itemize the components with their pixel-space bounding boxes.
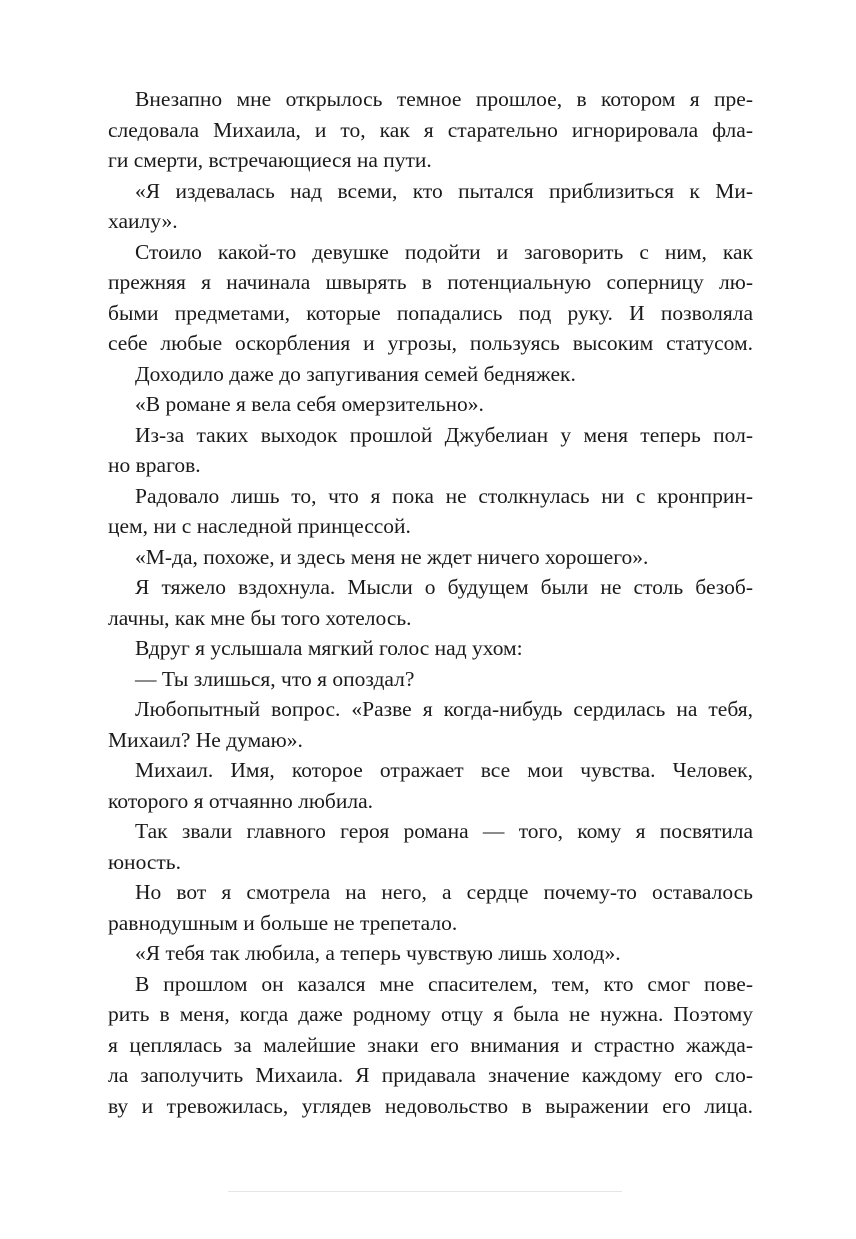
text-line: ла заполучить Михаила. Я придавала значение каждому его сло-	[108, 1063, 753, 1087]
text-line: но врагов.	[108, 453, 201, 477]
text-line: Радовало лишь то, что я пока не столкнулась ни с кронприн-	[135, 483, 753, 508]
text-line: В прошлом он казался мне спасителем, тем, кто смог пове-	[135, 971, 753, 996]
text-line: «М-да, похоже, и здесь меня не ждет ничего хорошего».	[135, 544, 649, 569]
text-line: «Я издевалась над всеми, кто пытался приблизиться к Ми-	[135, 178, 753, 203]
text-line: Внезапно мне открылось темное прошлое, в котором я пре-	[135, 87, 753, 111]
book-page-text	[108, 84, 753, 1121]
text-line: Доходило даже до запугивания семей бедняжек.	[135, 361, 576, 386]
text-line: лачны, как мне бы того хотелось.	[108, 605, 412, 630]
text-line: юность.	[108, 849, 181, 874]
text-line: Я тяжело вздохнула. Мысли о будущем были не столь безоб-	[135, 575, 753, 599]
text-line: хаилу».	[108, 209, 178, 233]
text-line: я цеплялась за малейшие знаки его внимания и страстно жажда-	[108, 1032, 753, 1057]
text-line: равнодушным и больше не трепетало.	[108, 910, 458, 935]
text-line: Михаил? Не думаю».	[108, 727, 303, 752]
text-line: Из-за таких выходок прошлой Джубелиан у меня теперь пол-	[135, 422, 753, 447]
text-line: быми предметами, которые попадались под руку. И позволяла	[108, 300, 753, 325]
text-line: прежняя я начинала швырять в потенциальную соперницу лю-	[108, 270, 753, 294]
text-line: которого я отчаянно любила.	[108, 788, 373, 813]
text-line: Михаил. Имя, которое отражает все мои чувства. Человек,	[135, 758, 753, 782]
text-line: цем, ни с наследной принцессой.	[108, 514, 411, 538]
text-line: Так звали главного героя романа — того, кому я посвятила	[135, 819, 753, 843]
text-line: — Ты злишься, что я опоздал?	[135, 666, 415, 691]
text-line: себе любые оскорбления и угрозы, пользуясь высоким статусом.	[108, 331, 753, 355]
text-line: ги смерти, встречающиеся на пути.	[108, 148, 432, 172]
text-line: рить в меня, когда даже родному отцу я была не нужна. Поэтому	[108, 1002, 753, 1026]
text-line: «Я тебя так любила, а теперь чувствую лишь холод».	[135, 941, 621, 965]
footer-divider	[228, 1191, 622, 1192]
text-line: Но вот я смотрела на него, а сердце почему-то оставалось	[135, 880, 753, 904]
text-line: «В романе я вела себя омерзительно».	[135, 392, 484, 416]
text-line: Стоило какой-то девушке подойти и заговорить с ним, как	[135, 239, 753, 264]
text-line: следовала Михаила, и то, как я старательно игнорировала фла-	[108, 117, 753, 142]
text-line: Любопытный вопрос. «Разве я когда-нибудь сердилась на тебя,	[135, 697, 753, 721]
text-line: Вдруг я услышала мягкий голос над ухом:	[135, 636, 523, 660]
text-line: ву и тревожилась, углядев недовольство в выражении его лица.	[108, 1093, 753, 1118]
